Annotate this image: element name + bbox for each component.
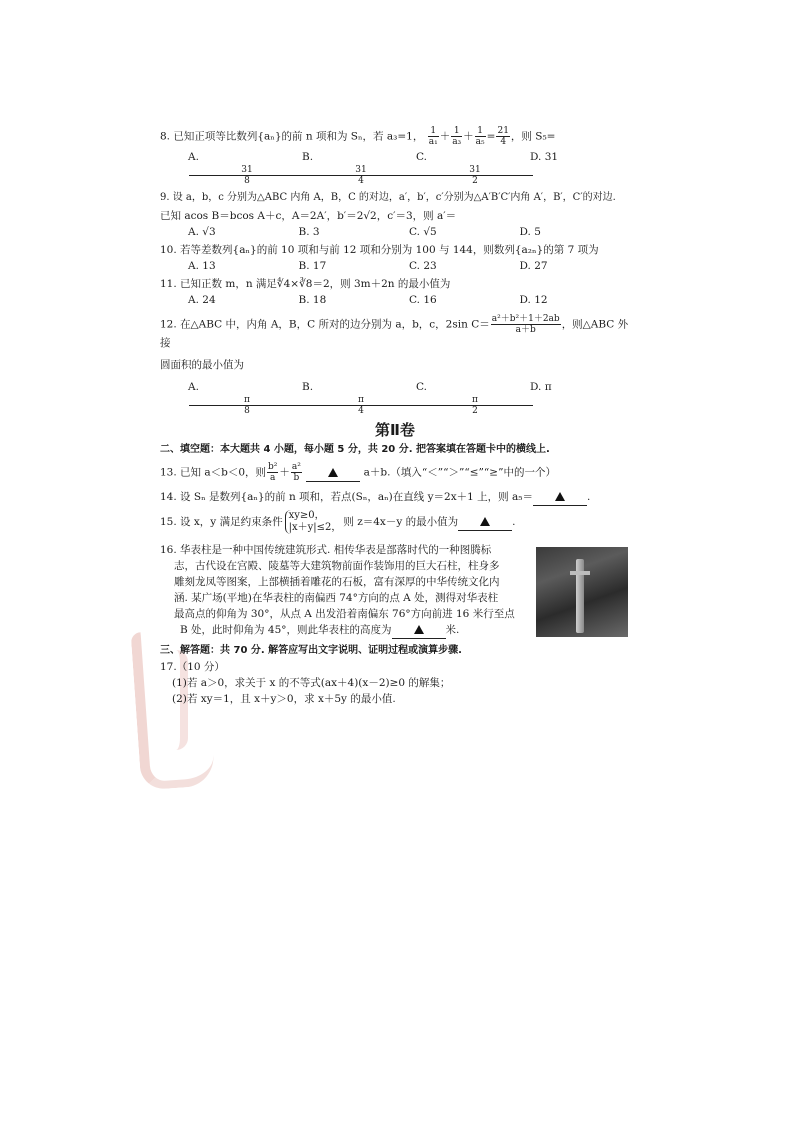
question-17-part-1: (1)若 a＞0，求关于 x 的不等式(ax＋4)(x－2)≥0 的解集； <box>172 677 451 689</box>
question-16-line: 涵. 某广场(平地)在华表柱的南偏西 74°方向的点 A 处，测得对华表柱 <box>174 592 499 604</box>
triangle-marker-icon <box>414 625 424 634</box>
option-a: A. √3 <box>188 226 216 238</box>
option-b: B. 17 <box>298 260 327 272</box>
section-2-title: 第Ⅱ卷 <box>375 421 415 439</box>
option-a: A. $\frac{\pi}{8}$ <box>188 379 302 416</box>
question-11-options <box>188 292 630 308</box>
column-crossboard <box>570 571 590 575</box>
question-16-line: 志，古代设在宫殿、陵墓等大建筑物前面作装饰用的巨大石柱，柱身多 <box>174 560 500 572</box>
part-2-heading: 二、填空题：本大题共 4 小题，每小题 5 分，共 20 分. 把答案填在答题卡中的横线上. <box>160 444 550 455</box>
option-b: B. 3 <box>298 226 320 238</box>
triangle-marker-icon <box>328 468 338 477</box>
option-a: A. $\frac{31}{8}$ <box>188 149 302 186</box>
question-12-line-2: 圆面积的最小值为 <box>160 359 244 371</box>
option-c: C. 16 <box>409 294 437 306</box>
question-17-title: 17.（10 分） <box>160 661 225 673</box>
triangle-marker-icon <box>480 517 490 526</box>
option-a: A. 13 <box>188 260 216 272</box>
option-c: C. $\frac{31}{2}$ <box>416 149 530 186</box>
option-d: D. 27 <box>519 260 548 272</box>
question-13: 13. 已知 a＜b＜0，则 $\frac{\text{b²}}{a}$ ＋ $\frac{\text{a²}}{b}$ a＋b.（填入“＜”“＞”“≤”“≥”中的一个） <box>160 462 556 483</box>
question-9-options <box>188 224 630 240</box>
option-c: C. 23 <box>409 260 437 272</box>
huabiao-column-photo <box>536 547 628 637</box>
question-16-line: 雕刻龙凤等图案，上部横插着雕花的石板，富有深厚的中华传统文化内 <box>174 576 500 588</box>
question-12-options <box>188 379 630 416</box>
option-c: C. $\frac{\pi}{2}$ <box>416 379 530 416</box>
option-a: A. 24 <box>188 294 216 306</box>
question-8: 8. 已知正项等比数列{aₙ}的前 n 项和为 Sₙ，若 a₃=1， $\frac{1}{\text{a₁}}$ ＋ $\frac{1}{\text{a₃}}$ ＋ $\frac{1}{\text{a₅}}$ = $\frac{21}{4}$ ，则 S₅= <box>160 126 556 147</box>
question-16-line: 最高点的仰角为 30°，从点 A 出发沿着南偏东 76°方向前进 16 米行至点 <box>174 608 515 620</box>
question-16-line: 16. 华表柱是一种中国传统建筑形式. 相传华表是部落时代的一种图腾标 <box>160 544 492 556</box>
constraint-system: xy≥0， |x＋y|≤2， <box>285 510 342 534</box>
question-17-part-2: (2)若 xy＝1，且 x＋y＞0，求 x＋5y 的最小值. <box>172 693 396 705</box>
question-11: 11. 已知正数 m，n 满足∜4×∛8＝2，则 3m＋2n 的最小值为 <box>160 278 451 290</box>
option-b: B. 18 <box>298 294 327 306</box>
question-9-line-2: 已知 acos B＝bcos A＋c，A＝2A′，b′＝2√2，c′＝3，则 a′＝ <box>160 210 457 222</box>
triangle-marker-icon <box>555 492 565 501</box>
answer-blank-14 <box>533 489 587 506</box>
answer-blank-15 <box>458 514 512 531</box>
option-d: D. 31 <box>530 151 559 163</box>
question-10-options <box>188 258 630 274</box>
part-3-heading: 三、解答题：共 70 分. 解答应写出文字说明、证明过程或演算步骤. <box>160 645 462 656</box>
option-d: D. 12 <box>519 294 548 306</box>
question-8-options <box>188 149 630 186</box>
question-10: 10. 若等差数列{aₙ}的前 10 项和与前 12 项和分别为 100 与 144，则数列{a₂ₙ}的第 7 项为 <box>160 244 599 256</box>
option-b: B. $\frac{31}{4}$ <box>302 149 416 186</box>
answer-blank-13 <box>306 465 360 482</box>
question-14: 14. 设 Sₙ 是数列{aₙ}的前 n 项和，若点(Sₙ，aₙ)在直线 y＝2x＋1 上，则 a₅＝ . <box>160 489 630 506</box>
question-16 <box>160 542 532 639</box>
option-b: B. $\frac{\pi}{4}$ <box>302 379 416 416</box>
option-c: C. √5 <box>409 226 437 238</box>
question-16-last-line: B 处，此时仰角为 45°，则此华表柱的高度为 米. <box>160 622 532 639</box>
question-12: 12. 在△ABC 中，内角 A，B，C 所对的边分别为 a，b，c，2sin C＝ $\frac{\text{a²＋b²＋1＋2ab}}{a+b}$ ，则△ABC 外接 <box>160 314 629 349</box>
question-9-line-1: 9. 设 a，b，c 分别为△ABC 内角 A，B，C 的对边，a′，b′，c′分别为△A′B′C′内角 A′，B′，C′的对边. <box>160 192 616 203</box>
option-d: D. π <box>530 381 552 393</box>
question-15: 15. 设 x，y 满足约束条件xy≥0， |x＋y|≤2， 则 z＝4x－y 的最小值为 . <box>160 510 516 533</box>
option-d: D. 5 <box>519 226 541 238</box>
answer-blank-16 <box>392 622 446 639</box>
